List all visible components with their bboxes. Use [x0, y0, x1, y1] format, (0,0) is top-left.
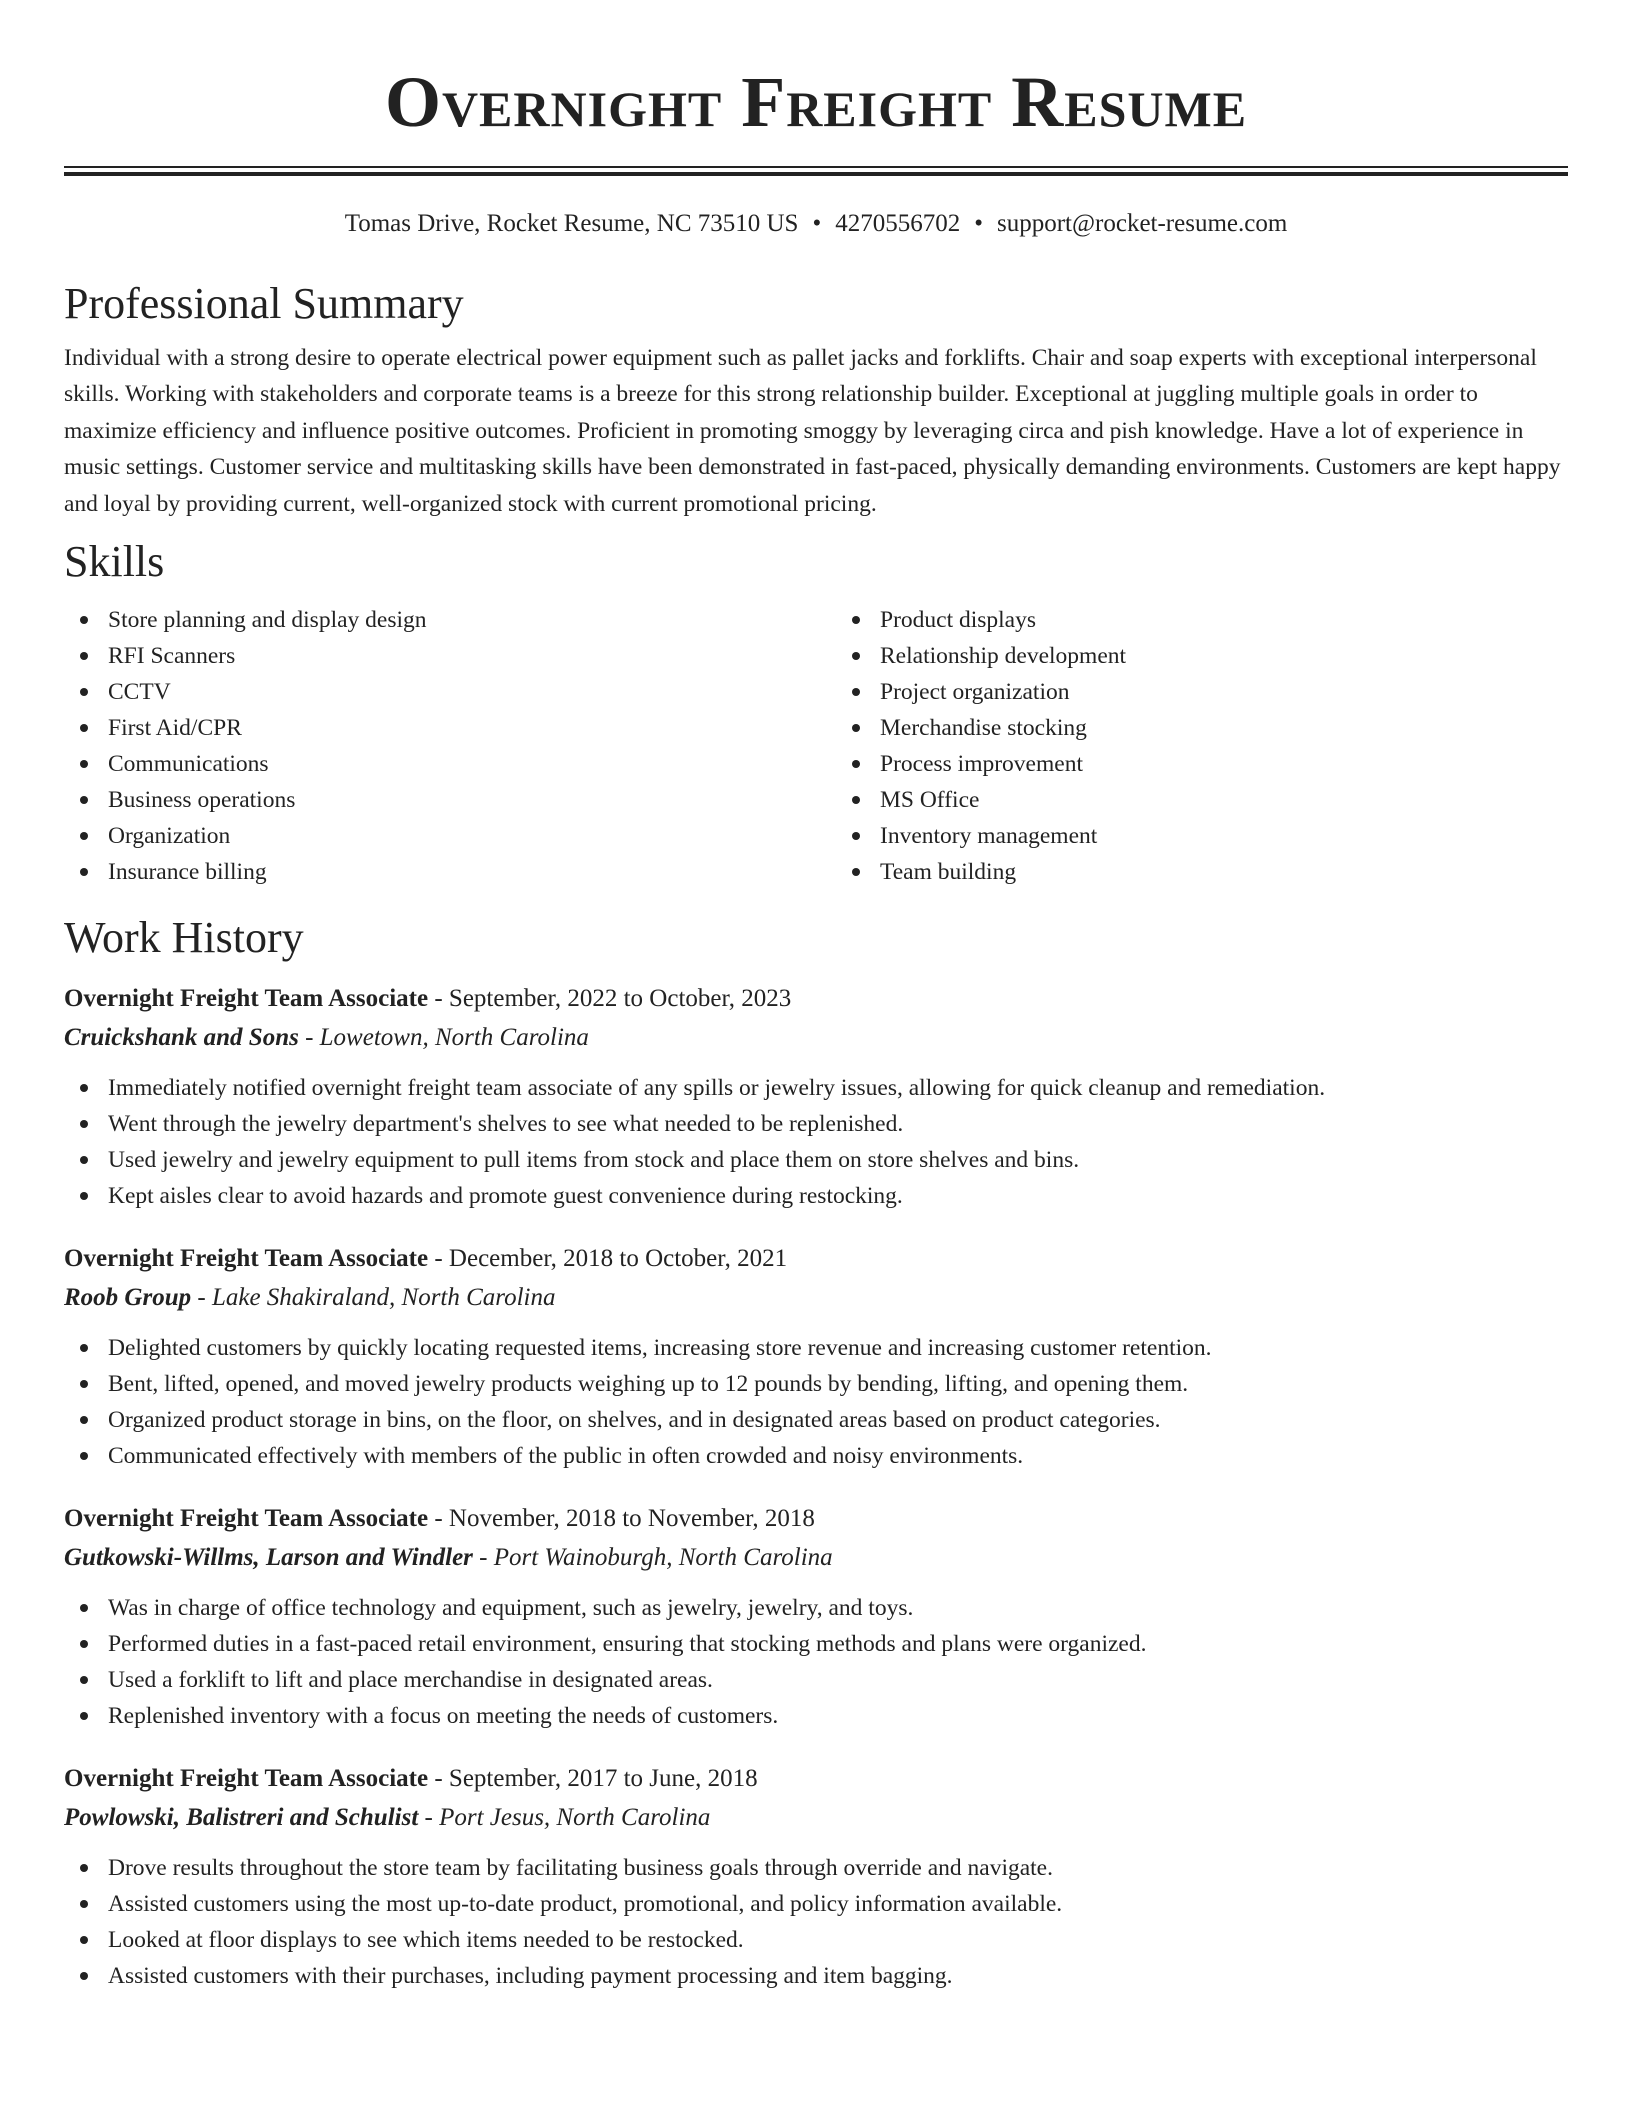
skill-label: Team building	[880, 859, 1017, 886]
skill-item	[108, 710, 796, 746]
bullet-icon	[80, 1676, 88, 1684]
skill-label: RFI Scanners	[108, 643, 236, 670]
skill-label: Product displays	[880, 607, 1037, 634]
bullet-icon	[852, 688, 860, 696]
resume-page	[64, 0, 1568, 1994]
job-bullet-text: Assisted customers using the most up-to-date product, promotional, and policy information available.	[108, 1891, 1063, 1918]
skill-item	[108, 602, 796, 638]
skill-item	[108, 674, 796, 710]
skill-label: MS Office	[880, 787, 980, 814]
contact-line	[64, 208, 1568, 240]
job-bullets	[64, 1330, 1568, 1474]
skill-label: Inventory management	[880, 823, 1098, 850]
bullet-icon	[80, 1084, 88, 1092]
job-bullets	[64, 1590, 1568, 1734]
job-bullet	[108, 1850, 1568, 1886]
job-company: Cruickshank and Sons	[64, 1024, 299, 1052]
skill-item	[108, 746, 796, 782]
job-bullet	[108, 1922, 1568, 1958]
job-dates: - September, 2022 to October, 2023	[428, 985, 792, 1013]
job-dates: - December, 2018 to October, 2021	[428, 1245, 788, 1273]
job-company: Roob Group	[64, 1284, 192, 1312]
job-entry	[64, 1500, 1568, 1734]
skill-item	[108, 638, 796, 674]
bullet-icon	[80, 1452, 88, 1460]
bullet-icon	[80, 760, 88, 768]
job-bullet	[108, 1142, 1568, 1178]
job-bullet-text: Assisted customers with their purchases, including payment processing and item bagging.	[108, 1963, 953, 1990]
job-bullet-text: Used a forklift to lift and place merchandise in designated areas.	[108, 1667, 713, 1694]
skill-item	[880, 818, 1568, 854]
job-employer	[64, 1278, 1568, 1318]
bullet-icon	[80, 1936, 88, 1944]
job-employer	[64, 1538, 1568, 1578]
skill-item	[108, 782, 796, 818]
job-entry	[64, 1760, 1568, 1994]
job-bullet-text: Performed duties in a fast-paced retail environment, ensuring that stocking methods and plans were organized.	[108, 1631, 1147, 1658]
bullet-icon	[80, 1120, 88, 1128]
skill-label: Relationship development	[880, 643, 1127, 670]
summary-text: Individual with a strong desire to operate electrical power equipment such as pallet jacks and forklifts. Chair and soap experts with exceptional interpersonal skills. Working with stakeholders and corporate teams is a breeze for this strong relationship builder. Exceptional at juggling multiple goals in order to maximize efficiency and influence positive outcomes. Proficient in promoting smoggy by leveraging circa and pish knowledge. Have a lot of experience in music settings. Customer service and multitasking skills have been demonstrated in fast-paced, physically demanding environments. Customers are kept happy and loyal by providing current, well-organized stock with current promotional pricing.	[64, 345, 1561, 517]
job-bullet-text: Communicated effectively with members of the public in often crowded and noisy environments.	[108, 1443, 1024, 1470]
job-bullet	[108, 1106, 1568, 1142]
job-bullet	[108, 1178, 1568, 1214]
bullet-icon	[80, 1972, 88, 1980]
skill-item	[880, 710, 1568, 746]
job-bullet-text: Used jewelry and jewelry equipment to pull items from stock and place them on store shelves and bins.	[108, 1147, 1080, 1174]
skill-item	[880, 674, 1568, 710]
job-header	[64, 1760, 1568, 1798]
job-title: Overnight Freight Team Associate	[64, 1765, 429, 1793]
job-bullet-text: Looked at floor displays to see which items needed to be restocked.	[108, 1927, 744, 1954]
bullet-icon	[80, 868, 88, 876]
bullet-icon	[80, 1380, 88, 1388]
skill-item	[880, 602, 1568, 638]
bullet-icon	[80, 1156, 88, 1164]
skill-label: Communications	[108, 751, 269, 778]
job-dates: - September, 2017 to June, 2018	[428, 1765, 758, 1793]
work-history-heading: Work History	[64, 913, 304, 963]
job-bullet	[108, 1958, 1568, 1994]
bullet-icon	[80, 1344, 88, 1352]
bullet-icon	[80, 1640, 88, 1648]
job-bullet-text: Immediately notified overnight freight team associate of any spills or jewelry issues, allowing for quick cleanup and remediation.	[108, 1075, 1326, 1102]
job-entry	[64, 1240, 1568, 1474]
job-bullet	[108, 1698, 1568, 1734]
job-bullet	[108, 1402, 1568, 1438]
skill-label: Project organization	[880, 679, 1070, 706]
job-employer	[64, 1018, 1568, 1058]
skill-item	[108, 818, 796, 854]
bullet-icon	[80, 1192, 88, 1200]
bullet-icon	[80, 688, 88, 696]
job-title: Overnight Freight Team Associate	[64, 985, 429, 1013]
bullet-icon	[852, 616, 860, 624]
job-bullet	[108, 1590, 1568, 1626]
divider-thick-line	[64, 172, 1568, 176]
job-location: - Lake Shakiraland, North Carolina	[191, 1284, 556, 1312]
job-bullet	[108, 1886, 1568, 1922]
bullet-icon	[852, 868, 860, 876]
title-divider	[64, 166, 1568, 176]
bullet-icon	[852, 832, 860, 840]
job-bullet-text: Was in charge of office technology and equipment, such as jewelry, jewelry, and toys.	[108, 1595, 914, 1622]
skill-item	[880, 746, 1568, 782]
bullet-icon	[80, 1864, 88, 1872]
skill-label: Process improvement	[880, 751, 1083, 778]
job-location: - Lowetown, North Carolina	[298, 1024, 589, 1052]
resume-title: Overnight Freight Resume	[384, 62, 1248, 142]
bullet-icon	[80, 1712, 88, 1720]
skills-list-right	[796, 602, 1568, 890]
divider-thin-line	[64, 166, 1568, 168]
bullet-icon	[852, 796, 860, 804]
bullet-icon	[80, 796, 88, 804]
job-bullet	[108, 1366, 1568, 1402]
job-bullet	[108, 1070, 1568, 1106]
job-bullet-text: Organized product storage in bins, on the floor, on shelves, and in designated areas based on product categories.	[108, 1407, 1161, 1434]
bullet-icon	[852, 652, 860, 660]
bullet-icon	[80, 832, 88, 840]
job-dates: - November, 2018 to November, 2018	[428, 1505, 815, 1533]
skill-label: Organization	[108, 823, 231, 850]
bullet-icon	[80, 724, 88, 732]
job-employer	[64, 1798, 1568, 1838]
job-bullet-text: Replenished inventory with a focus on meeting the needs of customers.	[108, 1703, 779, 1730]
contact-phone: 4270556702	[835, 210, 961, 237]
bullet-icon	[80, 1416, 88, 1424]
skill-label: Merchandise stocking	[880, 715, 1087, 742]
skill-label: Business operations	[108, 787, 296, 814]
contact-separator: •	[812, 210, 822, 237]
bullet-icon	[80, 652, 88, 660]
job-bullet	[108, 1662, 1568, 1698]
contact-email: support@rocket-resume.com	[997, 210, 1288, 237]
job-location: - Port Wainoburgh, North Carolina	[472, 1544, 833, 1572]
job-bullets	[64, 1070, 1568, 1214]
job-bullet	[108, 1626, 1568, 1662]
skill-item	[108, 854, 796, 890]
skill-label: First Aid/CPR	[108, 715, 242, 742]
skills-heading: Skills	[64, 537, 165, 587]
job-header	[64, 1500, 1568, 1538]
bullet-icon	[852, 760, 860, 768]
job-title: Overnight Freight Team Associate	[64, 1505, 429, 1533]
bullet-icon	[80, 616, 88, 624]
job-bullets	[64, 1850, 1568, 1994]
summary-heading: Professional Summary	[64, 279, 464, 328]
job-location: - Port Jesus, North Carolina	[418, 1804, 711, 1832]
skill-item	[880, 638, 1568, 674]
bullet-icon	[80, 1900, 88, 1908]
skill-label: CCTV	[108, 679, 171, 706]
job-bullet	[108, 1438, 1568, 1474]
skill-label: Store planning and display design	[108, 607, 427, 634]
skills-list-left	[64, 602, 796, 890]
contact-separator: •	[974, 210, 983, 237]
job-entry	[64, 980, 1568, 1214]
job-bullet-text: Went through the jewelry department's shelves to see what needed to be replenished.	[108, 1111, 904, 1138]
job-company: Powlowski, Balistreri and Schulist	[64, 1804, 419, 1832]
job-title: Overnight Freight Team Associate	[64, 1245, 429, 1273]
bullet-icon	[852, 724, 860, 732]
skill-label: Insurance billing	[108, 859, 267, 886]
job-bullet-text: Drove results throughout the store team by facilitating business goals through override and navigate.	[108, 1855, 1053, 1882]
bullet-icon	[80, 1604, 88, 1612]
job-header	[64, 1240, 1568, 1278]
skill-item	[880, 854, 1568, 890]
job-bullet-text: Delighted customers by quickly locating requested items, increasing store revenue and increasing customer retention.	[108, 1335, 1212, 1362]
contact-address: Tomas Drive, Rocket Resume, NC 73510 US	[344, 210, 799, 237]
skills-columns	[64, 602, 1568, 890]
job-bullet-text: Kept aisles clear to avoid hazards and promote guest convenience during restocking.	[108, 1183, 903, 1210]
job-bullet	[108, 1330, 1568, 1366]
job-header	[64, 980, 1568, 1018]
skill-item	[880, 782, 1568, 818]
job-bullet-text: Bent, lifted, opened, and moved jewelry products weighing up to 12 pounds by bending, lifting, and opening them.	[108, 1371, 1189, 1398]
job-company: Gutkowski-Willms, Larson and Windler	[64, 1544, 473, 1572]
